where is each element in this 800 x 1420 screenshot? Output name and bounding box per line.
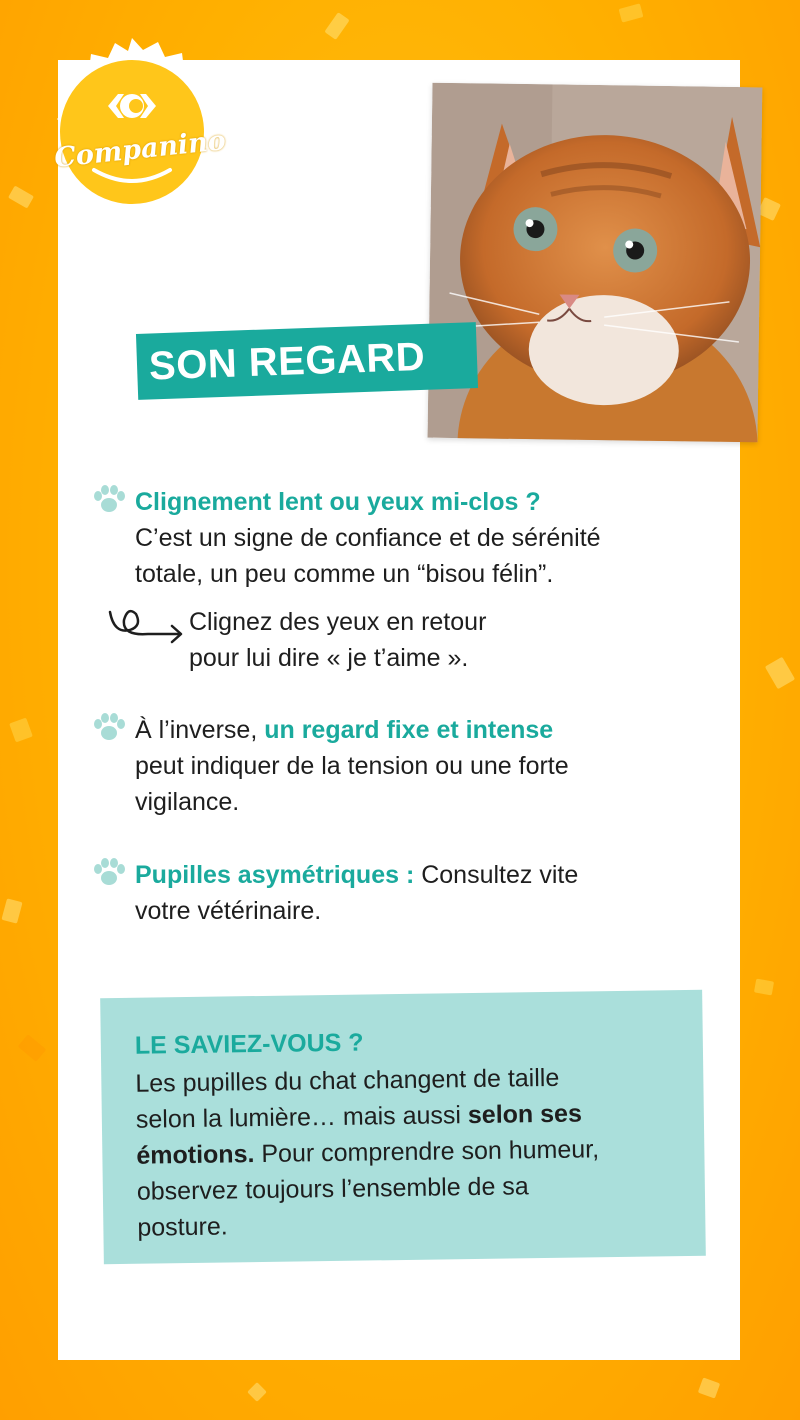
cat-photo-icon bbox=[428, 83, 763, 443]
section-title-box bbox=[136, 322, 478, 400]
section-title: SON REGARD bbox=[148, 334, 426, 389]
item-lead: Pupilles asymétriques : bbox=[135, 861, 415, 889]
fact-bold: selon ses bbox=[467, 1099, 583, 1130]
brand-name: Companino bbox=[52, 125, 228, 174]
item-line: votre vétérinaire. bbox=[135, 897, 322, 925]
fact-box bbox=[100, 990, 706, 1264]
item-lead: Clignement lent ou yeux mi-clos ? bbox=[135, 488, 541, 516]
fact-line: posture. bbox=[137, 1212, 228, 1242]
cat-photo bbox=[428, 83, 763, 443]
item-line: C’est un signe de confiance et de sérénité bbox=[135, 524, 601, 552]
fact-text: Pour comprendre son humeur, bbox=[254, 1135, 600, 1169]
item-line: vigilance. bbox=[135, 788, 240, 816]
curly-arrow-icon bbox=[108, 604, 188, 650]
item-line: totale, un peu comme un “bisou félin”. bbox=[135, 560, 554, 588]
fact-line: observez toujours l’ensemble de sa bbox=[136, 1172, 529, 1206]
fact-line: Les pupilles du chat changent de taille bbox=[135, 1063, 560, 1098]
paw-icon bbox=[92, 712, 126, 742]
paw-icon bbox=[92, 484, 126, 514]
paw-icon bbox=[92, 857, 126, 887]
companino-badge bbox=[32, 36, 232, 236]
fact-title: LE SAVIEZ-VOUS ? bbox=[134, 1028, 364, 1060]
tip-line: Clignez des yeux en retour bbox=[189, 608, 487, 636]
item-line: peut indiquer de la tension ou une forte bbox=[135, 752, 569, 780]
fact-bold: émotions. bbox=[136, 1140, 255, 1170]
item-highlight: un regard fixe et intense bbox=[264, 716, 554, 744]
list-item bbox=[92, 712, 692, 820]
item-pre: À l’inverse, bbox=[135, 716, 265, 744]
fact-text: selon la lumière… mais aussi bbox=[135, 1101, 469, 1134]
list-item bbox=[92, 857, 692, 929]
tip bbox=[108, 604, 588, 676]
tip-line: pour lui dire « je t’aime ». bbox=[189, 644, 469, 672]
list-item bbox=[92, 484, 692, 592]
item-after: Consultez vite bbox=[414, 861, 579, 889]
